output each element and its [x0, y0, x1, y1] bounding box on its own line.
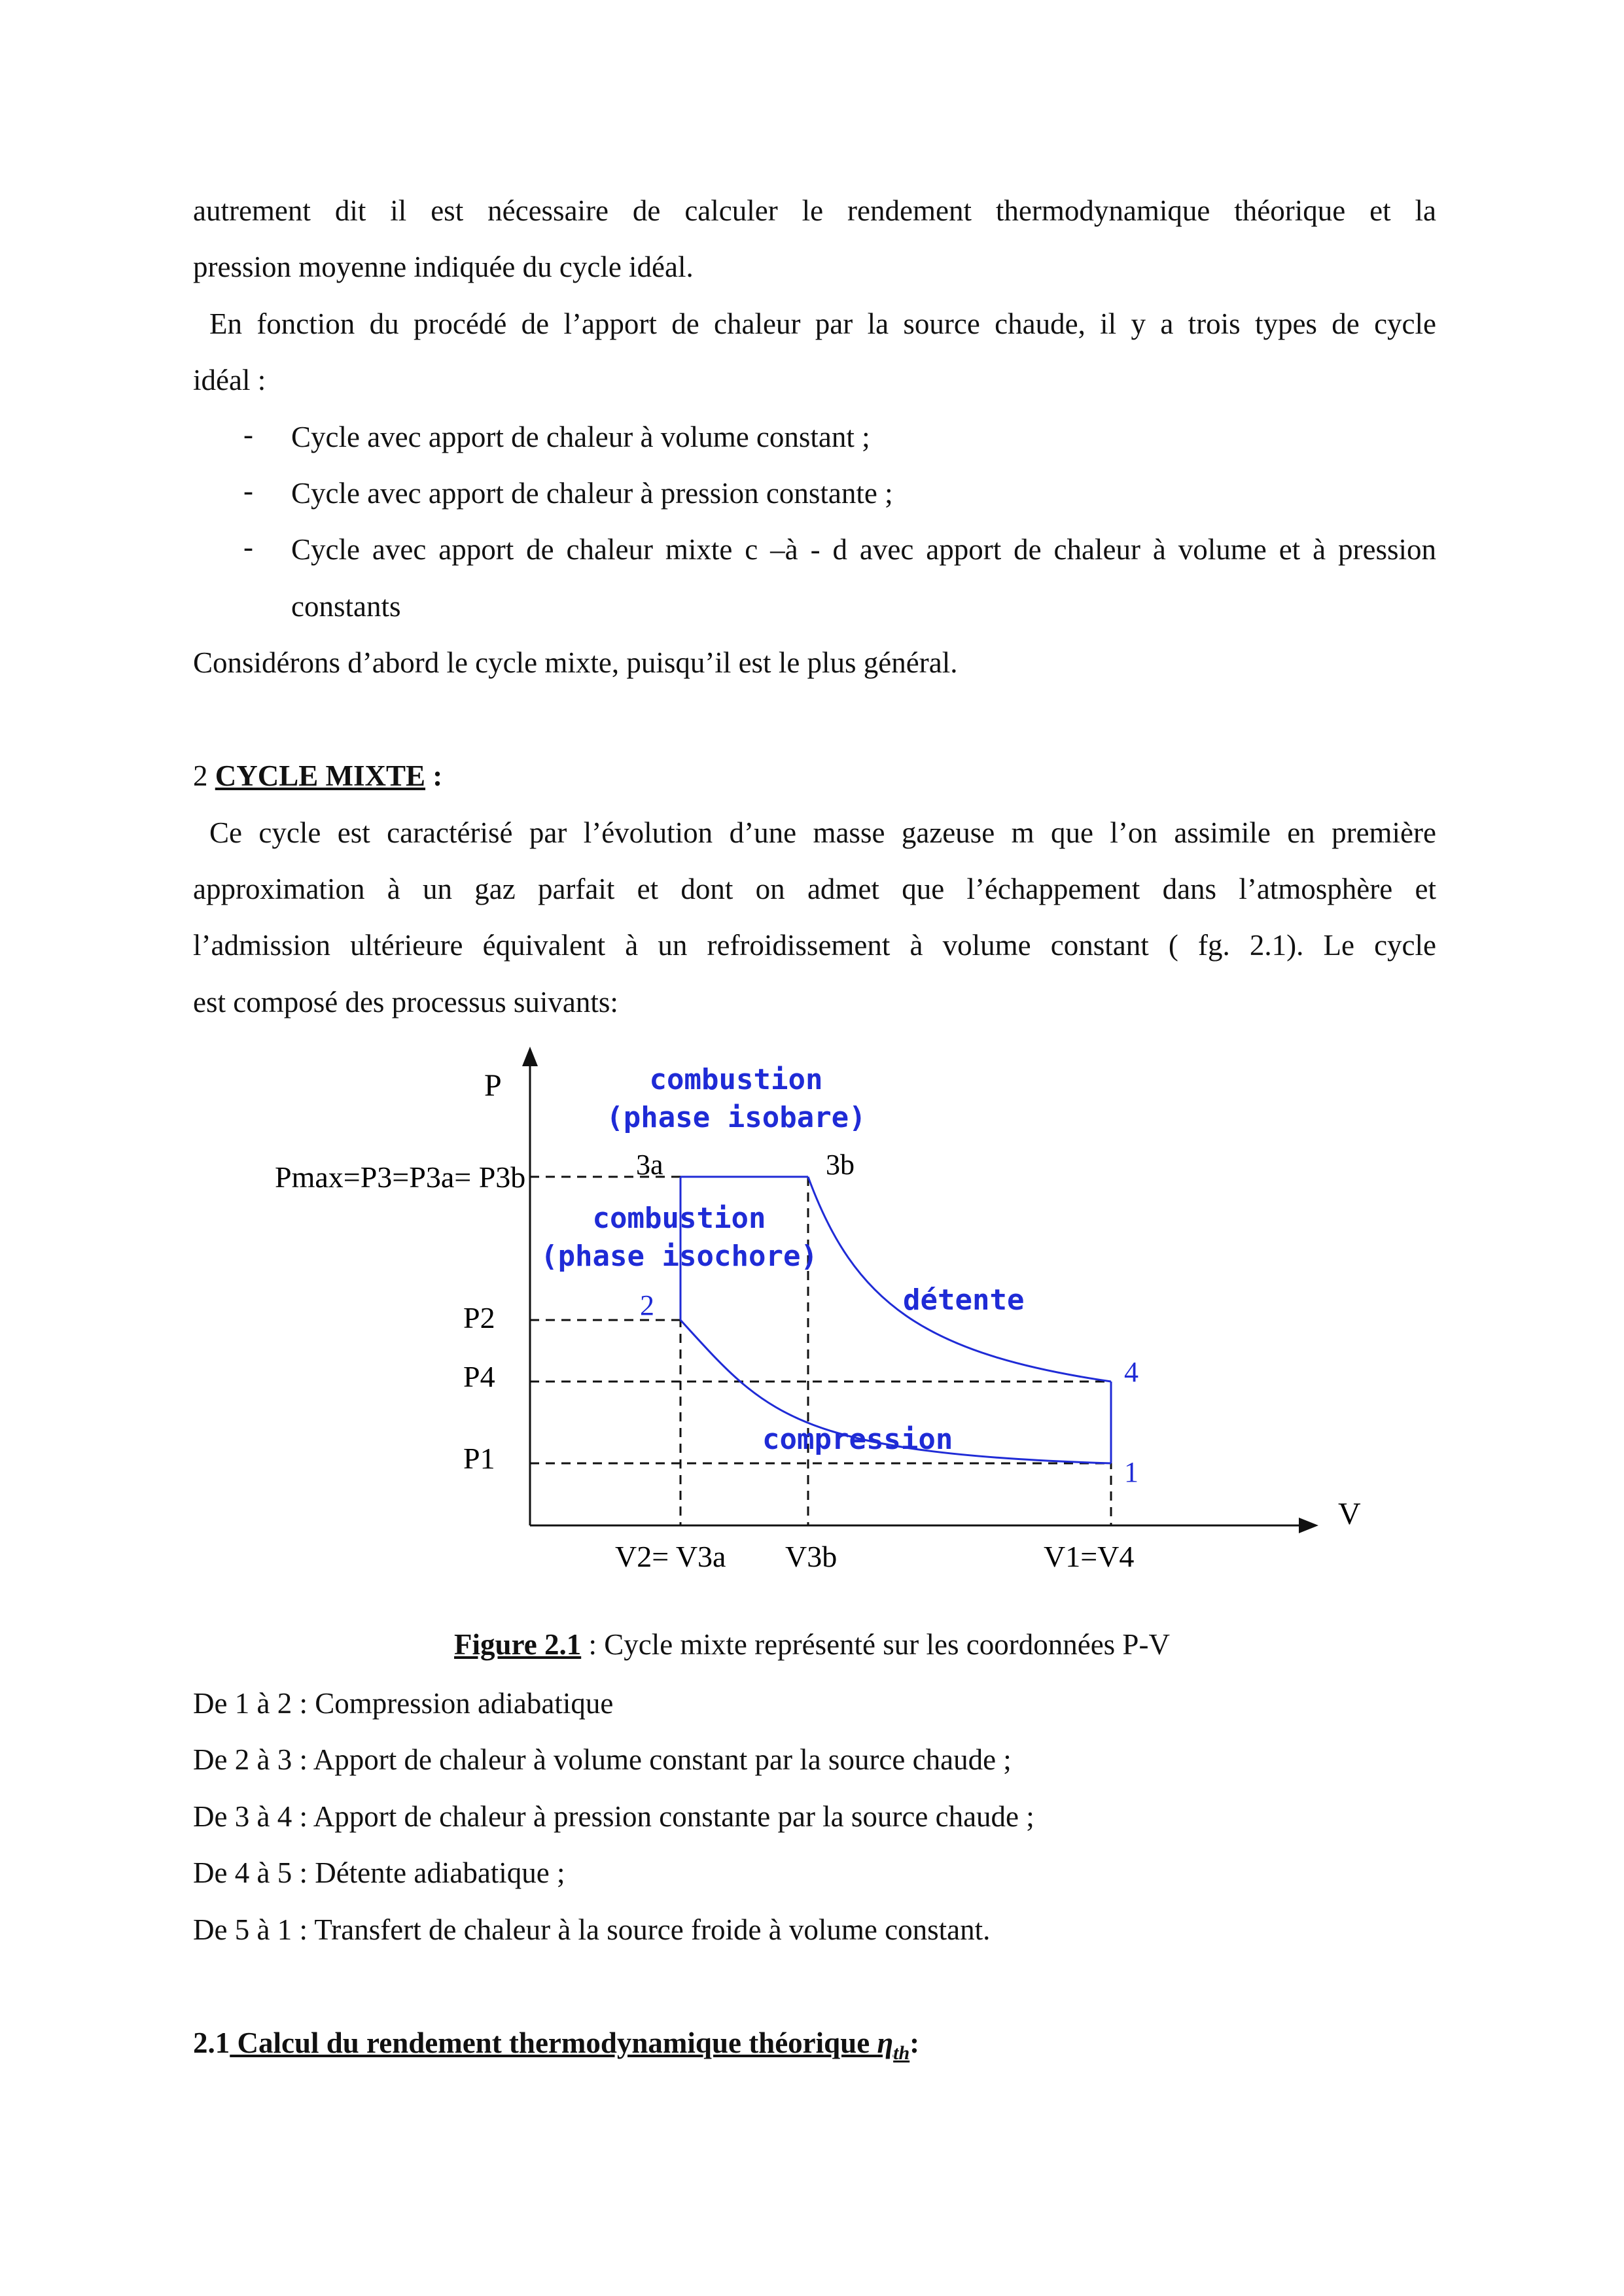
v3b-label: V3b [785, 1540, 838, 1573]
pv-diagram [249, 1040, 1426, 1590]
eta-subscript: th [893, 2042, 910, 2064]
v-axis-label: V [1338, 1497, 1361, 1531]
bullet-item: Cycle avec apport de chaleur à volume constant ; [291, 421, 870, 453]
bullet-dash: - [243, 418, 253, 451]
p2-label: P2 [463, 1301, 495, 1334]
paragraph-line: autrement dit il est nécessaire de calculer le rendement thermodynamique théorique et la [193, 194, 1436, 227]
subsection-suffix: : [909, 2026, 920, 2059]
figure-caption [0, 1627, 1624, 1661]
p1-label: P1 [463, 1442, 495, 1475]
paragraph-line: Considérons d’abord le cycle mixte, puisqu’il est le plus général. [193, 646, 958, 679]
paragraph-line: idéal : [193, 364, 266, 396]
point-2-label: 2 [640, 1289, 654, 1321]
paragraph-line: En fonction du procédé de l’apport de chaleur par la source chaude, il y a trois types de cycle [209, 307, 1436, 340]
bullet-dash: - [243, 531, 253, 563]
paragraph-line: Ce cycle est caractérisé par l’évolution d’une masse gazeuse m que l’on assimile en première [209, 816, 1436, 849]
v-axis-arrow [1299, 1518, 1318, 1533]
figure-caption-label: Figure 2.1 [454, 1628, 582, 1661]
v2-v3a-label: V2= V3a [615, 1540, 726, 1573]
subsection-title: Calcul du rendement thermodynamique théorique [230, 2026, 877, 2059]
figure-caption-text: : Cycle mixte représenté sur les coordonnées P-V [581, 1628, 1170, 1661]
process-step: De 5 à 1 : Transfert de chaleur à la source froide à volume constant. [193, 1913, 991, 1946]
point-1-label: 1 [1124, 1456, 1139, 1488]
annotation-detente: détente [903, 1283, 1025, 1317]
process-step: De 1 à 2 : Compression adiabatique [193, 1687, 614, 1720]
bullet-item: Cycle avec apport de chaleur mixte c –à - d avec apport de chaleur à volume et à pression [291, 533, 1436, 566]
section-heading [193, 756, 442, 795]
p-axis-arrow [522, 1047, 538, 1066]
section-title: CYCLE MIXTE [215, 759, 426, 792]
subsection-number: 2.1 [193, 2026, 230, 2059]
process-step: De 3 à 4 : Apport de chaleur à pression constante par la source chaude ; [193, 1800, 1034, 1833]
paragraph-line: pression moyenne indiquée du cycle idéal. [193, 251, 694, 283]
annotation-combustion-isochore: combustion [592, 1202, 766, 1235]
annotation-phase-isobare: (phase isobare) [606, 1101, 866, 1134]
annotation-phase-isochore: (phase isochore) [540, 1240, 818, 1273]
paragraph-line: approximation à un gaz parfait et dont on admet que l’échappement dans l’atmosphère et [193, 873, 1436, 905]
section-number: 2 [193, 759, 208, 792]
paragraph-line: est composé des processus suivants: [193, 986, 618, 1018]
point-4-label: 4 [1124, 1356, 1139, 1388]
annotation-combustion-isobare: combustion [649, 1063, 823, 1096]
p-axis-label: P [484, 1068, 502, 1103]
bullet-item-continuation: constants [291, 590, 401, 623]
section-suffix: : [425, 759, 443, 792]
subsection-heading [193, 2023, 919, 2073]
eta-symbol: η [877, 2026, 894, 2059]
annotation-compression: compression [762, 1423, 953, 1456]
pmax-label: Pmax=P3=P3a= P3b [275, 1160, 526, 1194]
paragraph-line: l’admission ultérieure équivalent à un refroidissement à volume constant ( fg. 2.1). Le cycle [193, 929, 1436, 962]
process-step: De 4 à 5 : Détente adiabatique ; [193, 1856, 565, 1889]
p4-label: P4 [463, 1360, 495, 1393]
pv-diagram-svg [249, 1040, 1426, 1590]
bullet-dash: - [243, 474, 253, 507]
point-3a-label: 3a [636, 1149, 663, 1181]
process-step: De 2 à 3 : Apport de chaleur à volume constant par la source chaude ; [193, 1743, 1012, 1776]
point-3b-label: 3b [826, 1149, 855, 1181]
v1-v4-label: V1=V4 [1044, 1540, 1135, 1573]
bullet-item: Cycle avec apport de chaleur à pression constante ; [291, 477, 893, 510]
